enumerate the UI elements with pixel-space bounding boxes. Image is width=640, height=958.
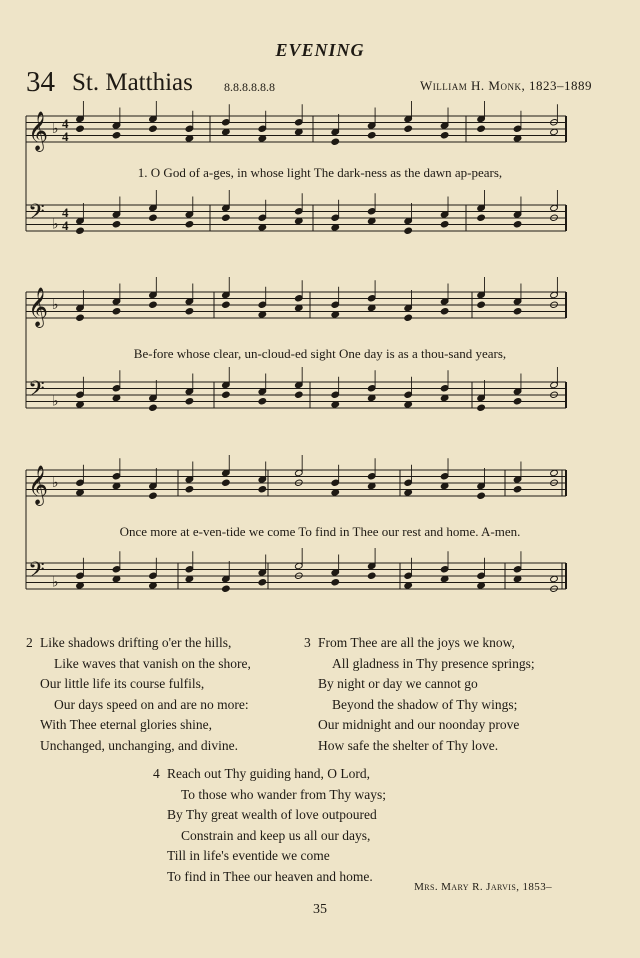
note-head — [185, 486, 194, 493]
note-head — [149, 125, 158, 132]
composer: William H. Monk, 1823–1889 — [420, 78, 592, 93]
note-head — [440, 308, 449, 315]
note-head — [331, 579, 340, 586]
verse-line: By Thy great wealth of love outpoured — [167, 807, 377, 822]
note-head — [112, 132, 121, 139]
hymn-number: 34 — [26, 66, 55, 98]
note-head — [149, 214, 158, 221]
time-signature-numerator: 4 — [62, 116, 69, 131]
flat-icon: ♭ — [52, 122, 59, 137]
note-head — [404, 125, 413, 132]
note-head — [258, 579, 267, 586]
note-head — [222, 391, 231, 398]
verse-line: From Thee are all the joys we know, — [318, 635, 515, 650]
lyric-line-3: Once more at e-ven-tide we come To find in Thee our rest and home. A-men. — [119, 524, 521, 539]
note-head — [76, 125, 85, 132]
note-head — [222, 301, 231, 308]
note-head — [477, 404, 486, 411]
note-head — [331, 138, 340, 145]
flat-icon: ♭ — [52, 394, 59, 410]
time-signature-denominator: 4 — [62, 129, 69, 144]
verse-line: Like shadows drifting o'er the hills, — [40, 635, 232, 650]
flat-icon: ♭ — [52, 298, 59, 313]
note-head — [76, 227, 85, 234]
note-head — [149, 301, 158, 308]
note-head — [513, 398, 522, 405]
note-head — [440, 221, 449, 228]
note-head — [222, 585, 231, 592]
flat-icon: ♭ — [52, 476, 59, 491]
verse-line: By night or day we cannot go — [318, 676, 478, 691]
note-head — [149, 404, 158, 411]
treble-clef-icon: 𝄞 — [28, 287, 49, 327]
note-head — [185, 308, 194, 315]
bass-clef-icon: 𝄢 — [28, 200, 45, 230]
note-head — [513, 308, 522, 315]
note-head — [112, 308, 121, 315]
note-head — [440, 132, 449, 139]
note-head — [112, 221, 121, 228]
verse-number: 2 — [26, 635, 33, 650]
note-head — [477, 214, 486, 221]
verse-line: Reach out Thy guiding hand, O Lord, — [167, 766, 370, 781]
lyric-line-1: 1. O God of a-ges, in whose light The dark-ness as the dawn ap-pears, — [137, 165, 503, 180]
verse-line: How safe the shelter of Thy love. — [318, 737, 499, 753]
note-head — [258, 398, 267, 405]
meter: 8.8.8.8.8.8 — [224, 80, 275, 94]
note-head — [367, 132, 376, 139]
verse-line: Unchanged, unchanging, and divine. — [40, 737, 238, 753]
flat-icon: ♭ — [52, 217, 59, 233]
note-head — [367, 572, 376, 579]
verse-line: With Thee eternal glories shine, — [40, 717, 213, 732]
verse-3 — [304, 633, 535, 756]
tune-name: St. Matthias — [72, 69, 193, 96]
note-head — [222, 214, 231, 221]
note-head — [513, 221, 522, 228]
note-head — [76, 314, 85, 321]
author: Mrs. Mary R. Jarvis, 1853– — [414, 881, 552, 893]
note-head — [404, 227, 413, 234]
time-signature-denominator: 4 — [62, 218, 69, 233]
verse-line: To those who wander from Thy ways; — [181, 786, 387, 802]
verse-line: Till in life's eventide we come — [167, 848, 330, 863]
note-head — [513, 486, 522, 493]
treble-clef-icon: 𝄞 — [28, 111, 49, 151]
note-head — [294, 391, 303, 398]
flat-icon: ♭ — [52, 575, 59, 591]
note-head — [477, 301, 486, 308]
note-head — [258, 486, 267, 493]
note-head — [477, 492, 486, 499]
verse-line: Like waves that vanish on the shore, — [54, 655, 251, 671]
page-number: 35 — [313, 902, 327, 917]
verse-2 — [26, 633, 251, 756]
bass-clef-icon: 𝄢 — [28, 377, 45, 407]
lyric-line-2: Be-fore whose clear, un-cloud-ed sight One day is as a thou-sand years, — [133, 346, 507, 361]
verse-line: Our days speed on and are no more: — [54, 696, 249, 712]
note-head — [477, 125, 486, 132]
verse-line: Our midnight and our noonday prove — [318, 717, 520, 732]
verse-line: All gladness in Thy presence springs; — [332, 655, 535, 671]
verse-line: Our little life its course fulfils, — [40, 676, 205, 691]
verse-line: Beyond the shadow of Thy wings; — [332, 696, 518, 712]
treble-clef-icon: 𝄞 — [28, 465, 49, 505]
section-title: EVENING — [275, 40, 365, 60]
verse-line: To find in Thee our heaven and home. — [167, 868, 373, 884]
note-head — [149, 492, 158, 499]
bass-clef-icon: 𝄢 — [28, 558, 45, 588]
note-head — [222, 479, 231, 486]
note-head — [404, 314, 413, 321]
note-head — [185, 221, 194, 228]
verse-number: 4 — [153, 766, 160, 781]
verse-line: Constrain and keep us all our days, — [181, 827, 371, 843]
note-head — [185, 398, 194, 405]
verse-number: 3 — [304, 635, 311, 650]
verse-4 — [153, 764, 386, 887]
time-signature-numerator: 4 — [62, 205, 69, 220]
